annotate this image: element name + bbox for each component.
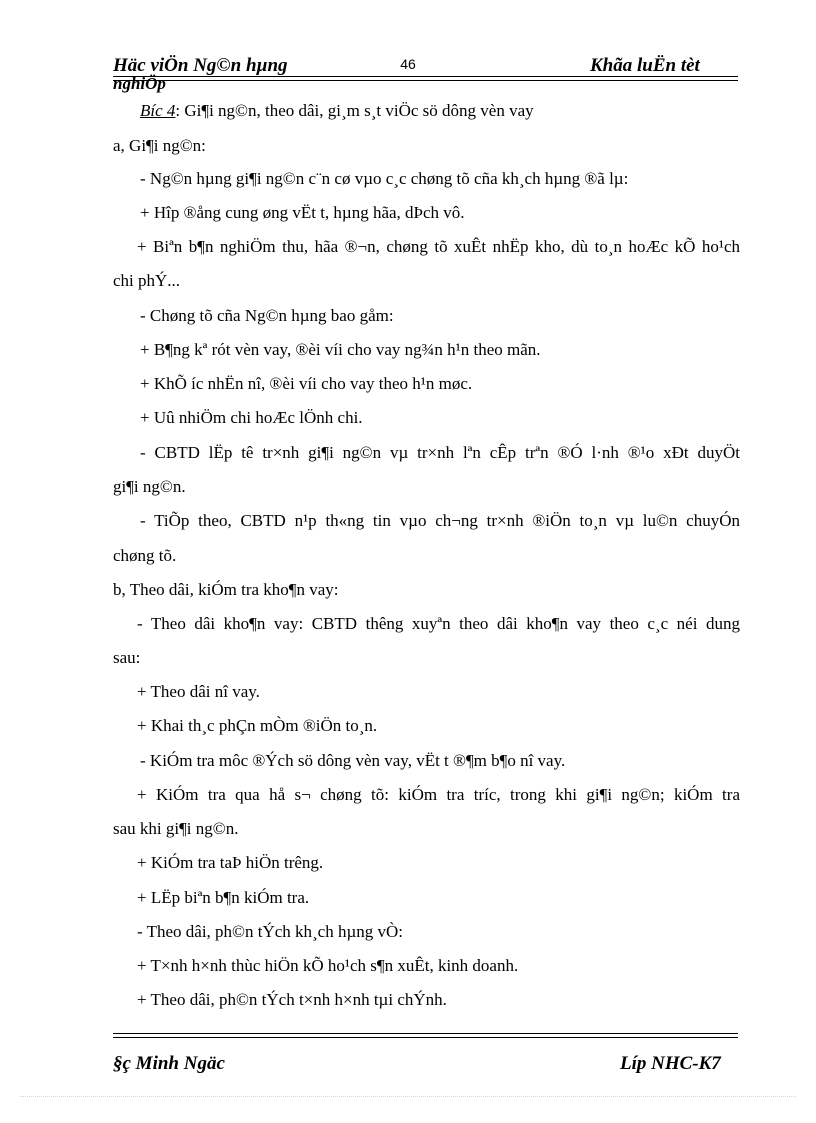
paragraph-line: - Theo dâi, ph©n tÝch kh¸ch hµng vÒ:	[137, 922, 404, 941]
paragraph-line: + T×nh h×nh thùc hiÖn kÕ ho¹ch s¶n xuÊt, kinh doanh.	[137, 956, 519, 975]
paragraph-line: b, Theo dâi, kiÓm tra kho¶n vay:	[113, 580, 339, 599]
paragraph-line: + KhÕ íc nhËn nî, ®èi víi cho vay theo h¹n møc.	[140, 374, 473, 393]
paragraph-line: + Khai th¸c phÇn mÒm ®iÖn to¸n.	[137, 716, 378, 735]
paragraph-line: + Theo dâi nî vay.	[137, 682, 260, 701]
footer-author: §ç Minh Ngäc	[113, 1053, 225, 1074]
step-label: Bíc 4	[140, 101, 176, 120]
paragraph-line: + Uû nhiÖm chi hoÆc lÖnh chi.	[140, 408, 363, 427]
paragraph-line: + Theo dâi, ph©n tÝch t×nh h×nh tµi chÝnh.	[137, 990, 447, 1009]
paragraph-line: - CBTD lËp tê tr×nh gi¶i ng©n vµ tr×nh lªn cÊp trªn ®Ó l·nh ®¹o xÐt duyÖt	[140, 443, 740, 462]
paragraph-line: chi phÝ...	[113, 271, 181, 290]
footer-class: Líp NHC-K7	[620, 1053, 721, 1074]
footer-rule-bottom	[113, 1037, 738, 1038]
paragraph-line: + Hîp ®ång cung øng vËt t, hµng hãa, dÞch vô.	[140, 203, 465, 222]
header-school-name: Häc viÖn Ng©n hµng	[113, 55, 288, 76]
paragraph-line: + KiÓm tra taÞ hiÖn trêng.	[137, 853, 324, 872]
header-wrap-text: nghiÖp	[113, 74, 166, 93]
header-rule-top	[113, 76, 738, 77]
footer-rule-top	[113, 1033, 738, 1034]
paragraph-line: - Ng©n hµng gi¶i ng©n c¨n cø vµo c¸c chøng tõ cña kh¸ch hµng ®ã lµ:	[140, 169, 629, 188]
paragraph-line: - Chøng tõ cña Ng©n hµng bao gåm:	[140, 306, 394, 325]
paragraph-line: - Theo dâi kho¶n vay: CBTD thêng xuyªn theo dâi kho¶n vay theo c¸c néi dung	[137, 614, 740, 633]
paragraph-line: + KiÓm tra qua hå s¬ chøng tõ: kiÓm tra tríc, trong khi gi¶i ng©n; kiÓm tra	[137, 785, 740, 804]
paragraph-line: sau khi gi¶i ng©n.	[113, 819, 239, 838]
paragraph-line: + B¶ng kª rót vèn vay, ®èi víi cho vay ng¾n h¹n theo mãn.	[140, 340, 541, 359]
page-edge-dotted-line	[20, 1096, 796, 1097]
paragraph-line: gi¶i ng©n.	[113, 477, 186, 496]
paragraph-line: + Biªn b¶n nghiÖm thu, hãa ®¬n, chøng tõ xuÊt nhËp kho, dù to¸n hoÆc kÕ ho¹ch	[137, 237, 740, 256]
header-thesis-title: Khãa luËn tèt	[590, 55, 700, 76]
paragraph-line: + LËp biªn b¶n kiÓm tra.	[137, 888, 310, 907]
paragraph-line: sau:	[113, 648, 141, 667]
step-heading	[140, 101, 767, 121]
paragraph-line: - KiÓm tra môc ®Ých sö dông vèn vay, vËt t ®¶m b¶o nî vay.	[140, 751, 566, 770]
page-number: 46	[400, 56, 416, 72]
paragraph-line: a, Gi¶i ng©n:	[113, 136, 206, 155]
paragraph-line: chøng tõ.	[113, 546, 177, 565]
step-title: : Gi¶i ng©n, theo dâi, gi¸m s¸t viÖc sö dông vèn vay	[175, 101, 534, 120]
header-rule-bottom	[113, 80, 738, 81]
paragraph-line: - TiÕp theo, CBTD n¹p th«ng tin vµo ch¬ng tr×nh ®iÖn to¸n vµ lu©n chuyÓn	[140, 511, 740, 530]
